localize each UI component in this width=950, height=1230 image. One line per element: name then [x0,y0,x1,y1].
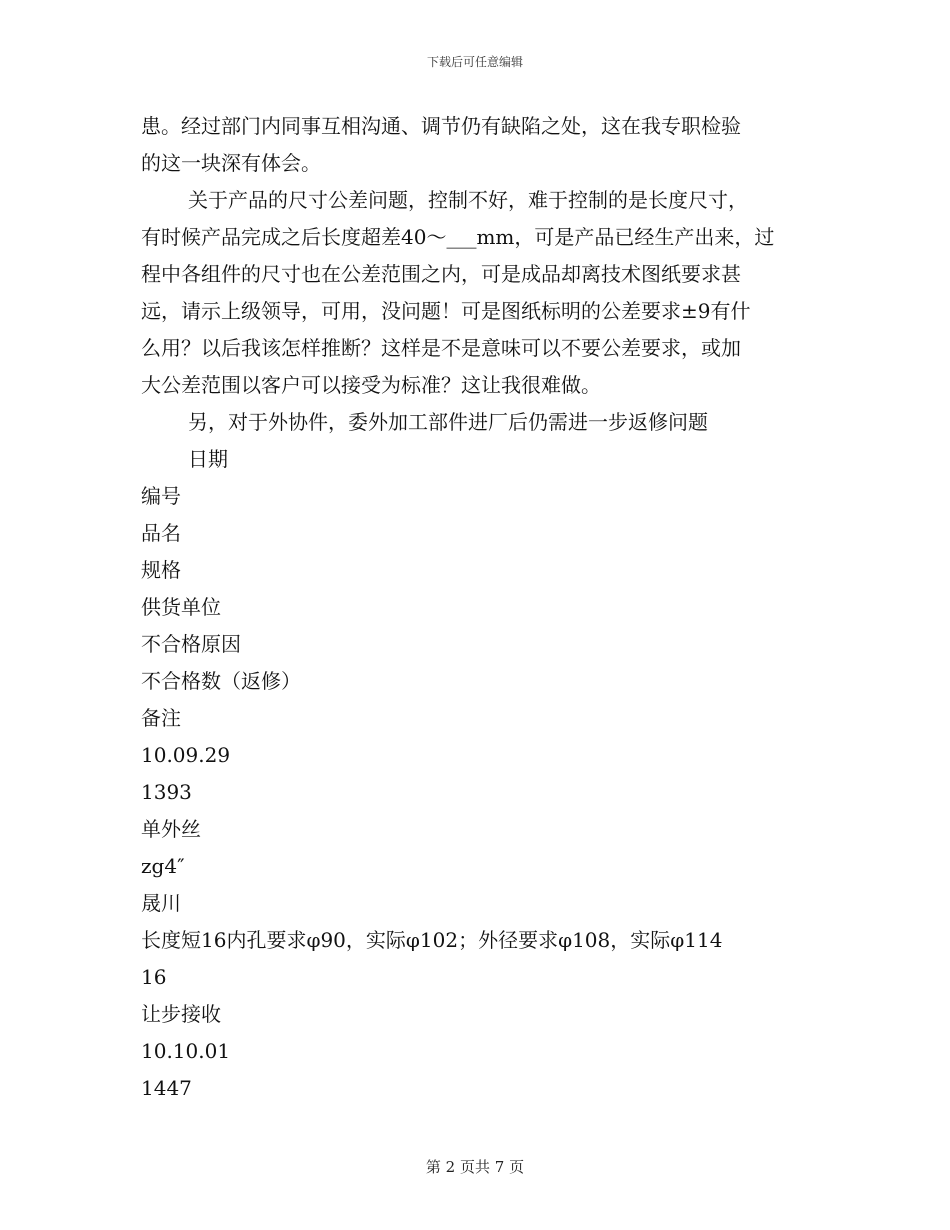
text-line: zg4″ [141,854,185,878]
text-line: 规格 [141,558,181,582]
page-footer: 第 2 页共 7 页 [425,1158,525,1176]
text-line: 关于产品的尺寸公差问题，控制不好，难于控制的是长度尺寸， [188,188,748,212]
text-line: 远，请示上级领导，可用，没问题！可是图纸标明的公差要求±9有什 [141,299,751,323]
text-line: 16 [141,965,167,989]
text-line: 10.09.29 [141,743,231,767]
text-line: 不合格数（返修） [141,669,301,693]
text-line: 备注 [141,706,181,730]
text-line: 供货单位 [141,595,221,619]
text-line: 不合格原因 [141,632,241,656]
text-line: 长度短16内孔要求φ90，实际φ102；外径要求φ108，实际φ114 [141,928,723,952]
text-line: 患。经过部门内同事互相沟通、调节仍有缺陷之处，这在我专职检验 [141,114,741,138]
text-line: 编号 [141,484,181,508]
text-line: 1393 [141,780,192,804]
page-header: 下载后可任意编辑 [426,55,523,69]
document-body [141,108,809,1107]
text-line: 让步接收 [141,1002,221,1026]
text-line: 10.10.01 [141,1039,231,1063]
text-line: 程中各组件的尺寸也在公差范围之内，可是成品却离技术图纸要求甚 [141,262,741,286]
text-line: 大公差范围以客户可以接受为标准？这让我很难做。 [141,373,601,397]
text-line: 的这一块深有体会。 [141,151,321,175]
text-line: 日期 [188,447,228,471]
text-line: 品名 [141,521,181,545]
text-line: 另，对于外协件，委外加工部件进厂后仍需进一步返修问题 [188,410,708,434]
text-line: 单外丝 [141,817,201,841]
text-line: 晟川 [141,891,181,915]
text-line: 有时候产品完成之后长度超差40～___mm，可是产品已经生产出来，过 [141,225,775,249]
text-line: 么用？以后我该怎样推断？这样是不是意味可以不要公差要求，或加 [141,336,741,360]
text-line: 1447 [141,1076,192,1100]
